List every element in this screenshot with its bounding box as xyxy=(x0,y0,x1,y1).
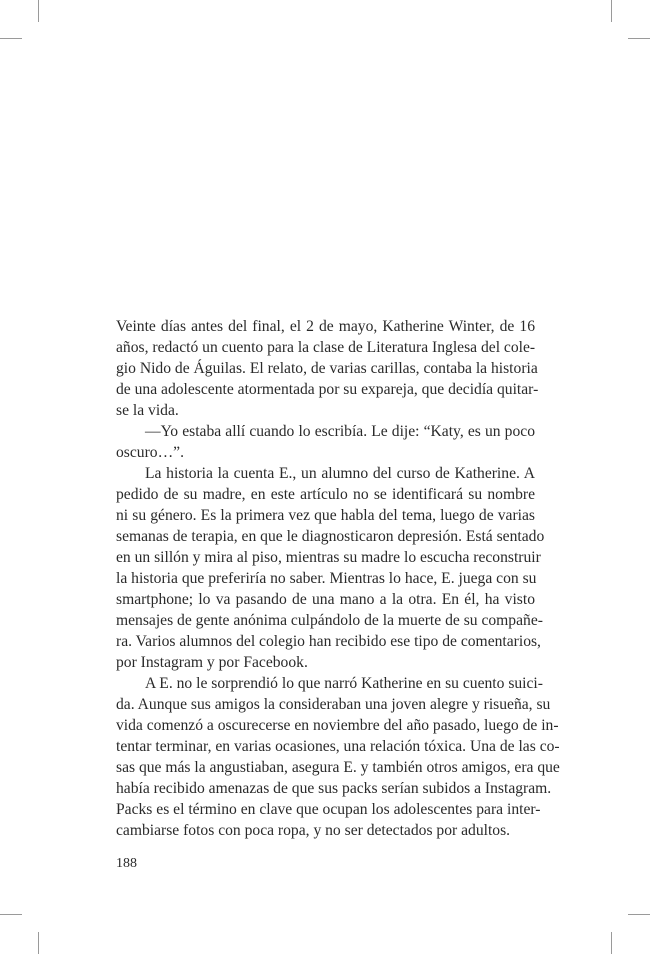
crop-mark-top-left-horizontal xyxy=(0,38,22,39)
crop-mark-bottom-right-horizontal xyxy=(628,914,650,915)
text-line: da. Aunque sus amigos la consideraban una joven alegre y risueña, su xyxy=(116,696,551,713)
text-line: pedido de su madre, en este artículo no se identificará su nombre xyxy=(116,486,535,503)
crop-mark-bottom-left-horizontal xyxy=(0,914,22,915)
text-line: smartphone; lo va pasando de una mano a la otra. En él, ha visto xyxy=(116,591,535,608)
text-line: tentar terminar, en varias ocasiones, una relación tóxica. Una de las co- xyxy=(116,738,560,755)
text-line: la historia que preferiría no saber. Mientras lo hace, E. juega con su xyxy=(116,570,537,587)
text-line: se la vida. xyxy=(116,402,179,419)
text-line: A E. no le sorprendió lo que narró Katherine en su cuento suici- xyxy=(145,675,543,692)
text-line: había recibido amenazas de que sus packs serían subidos a Instagram. xyxy=(116,780,552,797)
paragraph xyxy=(116,316,539,421)
crop-mark-top-left-vertical xyxy=(38,0,39,22)
paragraph xyxy=(116,463,545,673)
text-line: mensajes de gente anónima culpándolo de la muerte de su compañe- xyxy=(116,612,543,629)
text-line: ra. Varios alumnos del colegio han recibido ese tipo de comentarios, xyxy=(116,633,541,650)
body-text xyxy=(116,316,560,841)
text-line: Veinte días antes del final, el 2 de mayo, Katherine Winter, de 16 xyxy=(116,318,535,335)
text-line: cambiarse fotos con poca ropa, y no ser detectados por adultos. xyxy=(116,822,511,839)
text-line: La historia la cuenta E., un alumno del curso de Katherine. A xyxy=(145,465,535,482)
crop-mark-top-right-vertical xyxy=(611,0,612,22)
text-line: por Instagram y por Facebook. xyxy=(116,654,308,671)
text-line: oscuro…”. xyxy=(116,444,184,461)
crop-mark-bottom-right-vertical xyxy=(611,932,612,954)
text-line: —Yo estaba allí cuando lo escribía. Le dije: “Katy, es un poco xyxy=(145,423,535,440)
text-line: semanas de terapia, en que le diagnosticaron depresión. Está sentado xyxy=(116,528,545,545)
text-line: ni su género. Es la primera vez que habla del tema, luego de varias xyxy=(116,507,535,524)
text-line: de una adolescente atormentada por su expareja, que decidía quitar- xyxy=(116,381,539,398)
crop-mark-bottom-left-vertical xyxy=(38,932,39,954)
text-line: Packs es el término en clave que ocupan los adolescentes para inter- xyxy=(116,801,541,818)
text-line: en un sillón y mira al piso, mientras su madre lo escucha reconstruir xyxy=(116,549,541,566)
text-line: sas que más la angustiaban, asegura E. y también otros amigos, era que xyxy=(116,759,560,776)
text-line: vida comenzó a oscurecerse en noviembre del año pasado, luego de in- xyxy=(116,717,559,734)
page-number: 188 xyxy=(116,856,137,871)
text-line: gio Nido de Águilas. El relato, de varias carillas, contaba la historia xyxy=(116,360,538,377)
paragraph xyxy=(116,673,560,841)
crop-mark-top-right-horizontal xyxy=(628,38,650,39)
text-line: años, redactó un cuento para la clase de Literatura Inglesa del cole- xyxy=(116,339,536,356)
paragraph xyxy=(116,421,535,463)
